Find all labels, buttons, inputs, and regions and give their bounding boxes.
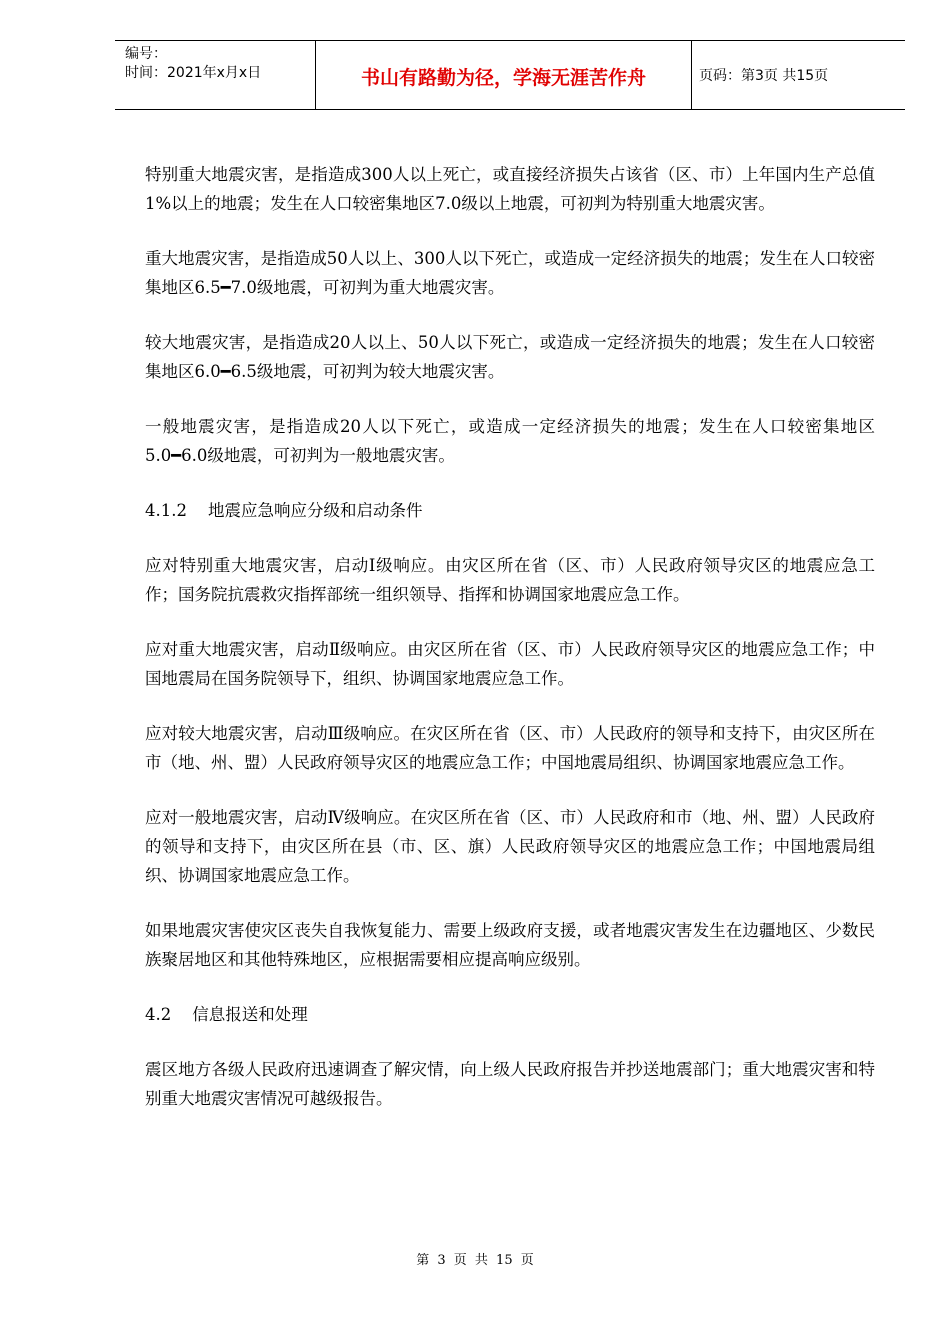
page-header <box>115 40 905 110</box>
paragraph-response-level-3: 应对较大地震灾害，启动Ⅲ级响应。在灾区所在省（区、市）人民政府的领导和支持下，由灾区所在市（地、州、盟）人民政府领导灾区的地震应急工作；中国地震局组织、协调国家地震应急工作。 <box>145 724 875 772</box>
page-footer: 第 3 页 共 15 页 <box>416 1253 534 1268</box>
paragraph-escalation: 如果地震灾害使灾区丧失自我恢复能力、需要上级政府支援，或者地震灾害发生在边疆地区、少数民族聚居地区和其他特殊地区，应根据需要相应提高响应级别。 <box>145 921 875 969</box>
time-label: 时间：2021年x月x日 <box>125 65 262 81</box>
paragraph-response-level-1: 应对特别重大地震灾害，启动Ⅰ级响应。由灾区所在省（区、市）人民政府领导灾区的地震应急工作；国务院抗震救灾指挥部统一组织领导、指挥和协调国家地震应急工作。 <box>145 556 875 604</box>
header-page-cell <box>691 41 905 109</box>
page-info: 页码：第3页 共15页 <box>699 68 829 84</box>
header-motto-cell <box>315 41 692 109</box>
header-info-cell <box>115 41 315 109</box>
paragraph-response-level-2: 应对重大地震灾害，启动Ⅱ级响应。由灾区所在省（区、市）人民政府领导灾区的地震应急工作；中国地震局在国务院领导下，组织、协调国家地震应急工作。 <box>145 640 875 688</box>
section-heading-4-2: 4.2 信息报送和处理 <box>145 1005 308 1024</box>
paragraph-larger: 较大地震灾害，是指造成20人以上、50人以下死亡，或造成一定经济损失的地震；发生在人口较密集地区6.0━6.5级地震，可初判为较大地震灾害。 <box>145 333 875 381</box>
paragraph-general: 一般地震灾害，是指造成20人以下死亡，或造成一定经济损失的地震；发生在人口较密集地区5.0━6.0级地震，可初判为一般地震灾害。 <box>145 417 875 465</box>
paragraph-major: 重大地震灾害，是指造成50人以上、300人以下死亡，或造成一定经济损失的地震；发生在人口较密集地区6.5━7.0级地震，可初判为重大地震灾害。 <box>145 249 875 297</box>
serial-label: 编号： <box>125 46 167 62</box>
paragraph-special-major: 特别重大地震灾害，是指造成300人以上死亡，或直接经济损失占该省（区、市）上年国内生产总值1%以上的地震；发生在人口较密集地区7.0级以上地震，可初判为特别重大地震灾害。 <box>145 165 875 213</box>
section-heading-4-1-2: 4.1.2 地震应急响应分级和启动条件 <box>145 501 423 520</box>
paragraph-reporting: 震区地方各级人民政府迅速调查了解灾情，向上级人民政府报告并抄送地震部门；重大地震灾害和特别重大地震灾害情况可越级报告。 <box>145 1060 875 1108</box>
paragraph-response-level-4: 应对一般地震灾害，启动Ⅳ级响应。在灾区所在省（区、市）人民政府和市（地、州、盟）人民政府的领导和支持下，由灾区所在县（市、区、旗）人民政府领导灾区的地震应急工作；中国地震局组织、协调国家地震应急工作。 <box>145 808 875 885</box>
motto-text: 书山有路勤为径，学海无涯苦作舟 <box>360 67 646 89</box>
document-body <box>145 160 875 1113</box>
